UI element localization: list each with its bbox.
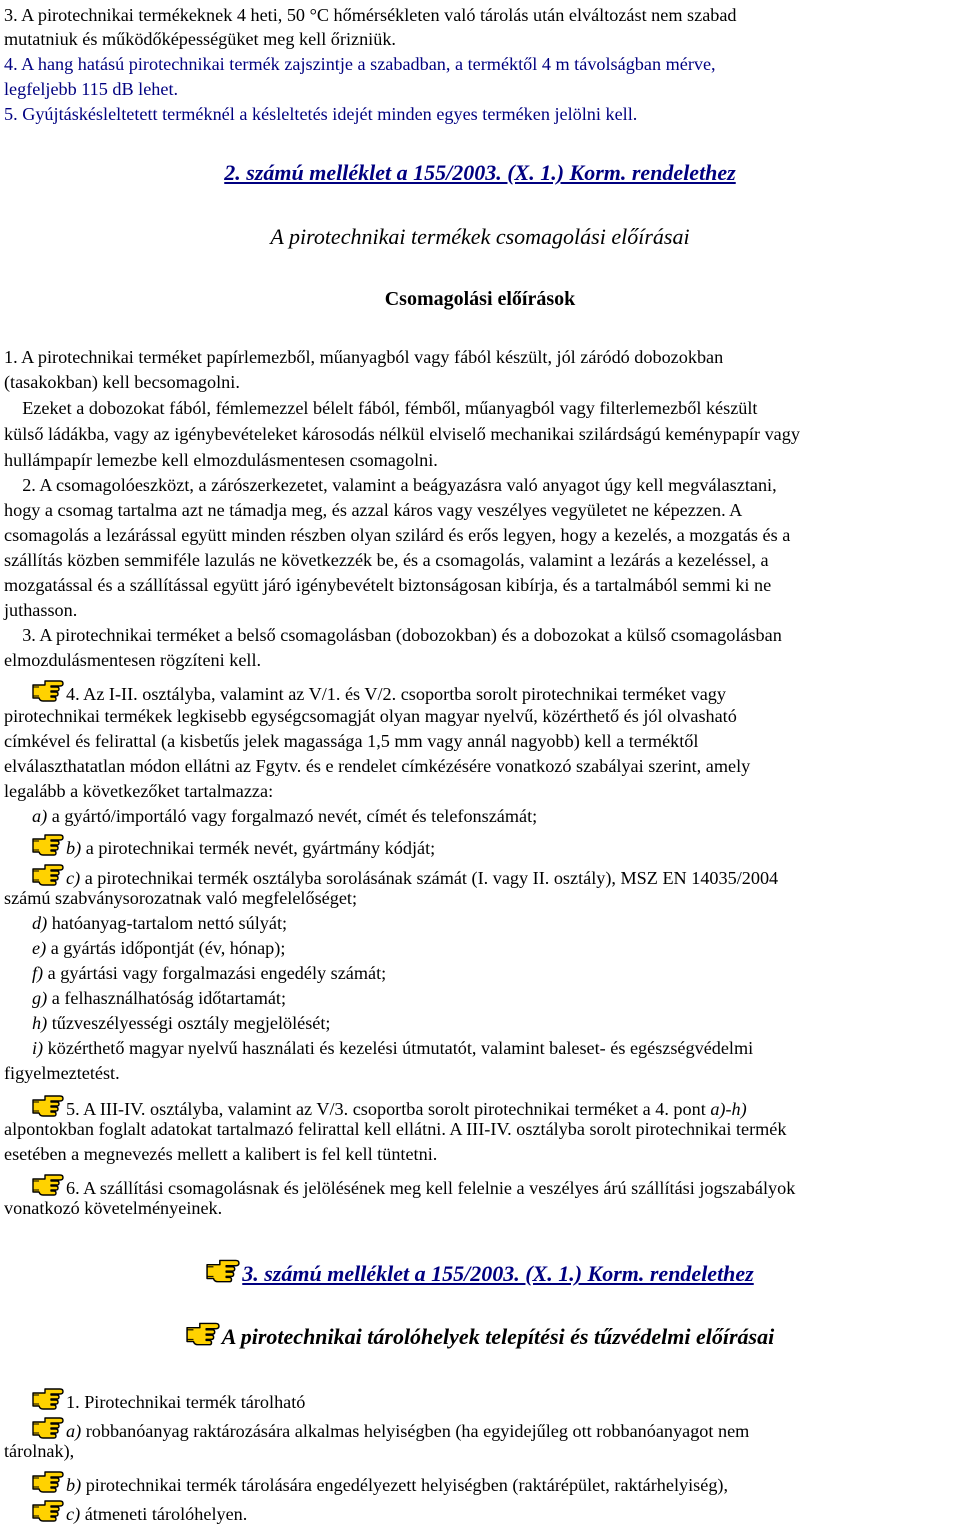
- item-text: a gyártó/importáló vagy forgalmazó nevét, címét és telefonszámát;: [47, 806, 538, 826]
- item-letter: h): [32, 1013, 48, 1033]
- item-text: közérthető magyar nyelvű használati és kezelési útmutatót, valamint baleset- és egészségvédelmi: [43, 1038, 754, 1058]
- list-item: [32, 1012, 330, 1034]
- item-letter: a): [66, 1421, 82, 1441]
- pointing-hand-icon[interactable]: [32, 1467, 64, 1495]
- text-line: elmozdulásmentesen rögzíteni kell.: [4, 650, 262, 670]
- item-text: átmeneti tárolóhelyen.: [80, 1504, 248, 1524]
- text-line: 4. A hang hatású pirotechnikai termék zajszintje a szabadban, a terméktől 4 m távolságban mérve,: [4, 54, 716, 74]
- pointing-hand-icon[interactable]: [186, 1318, 220, 1348]
- item-text: a gyártás időpontját (év, hónap);: [46, 938, 286, 958]
- item-letter: c): [66, 1504, 81, 1524]
- item-letter: a): [32, 806, 48, 826]
- item-text: a gyártási vagy forgalmazási engedély számát;: [43, 963, 387, 983]
- text-line: esetében a megnevezés mellett a kalibert is fel kell tüntetni.: [4, 1144, 438, 1164]
- list-item: [32, 962, 386, 984]
- item-6-line: [32, 1170, 795, 1199]
- pointing-hand-icon[interactable]: [32, 1413, 64, 1441]
- text-line: szállítás közben semmiféle lazulás ne következzék be, és a csomagolás, valamint a lezárás a kezeléssel, a: [4, 550, 769, 570]
- text-line: elválaszthatatlan módon ellátni az Fgytv. és e rendelet címkézésére vonatkozó szabályai szerint, amely: [4, 756, 751, 776]
- text-line: tárolnak),: [4, 1441, 75, 1461]
- text-line: vonatkozó követelményeinek.: [4, 1198, 223, 1218]
- list-item: [32, 1037, 753, 1059]
- item-text: a pirotechnikai termék osztályba sorolásának számát (I. vagy II. osztály), MSZ EN 14035/2004: [80, 868, 779, 888]
- text-line: legalább a következőket tartalmazza:: [4, 781, 274, 801]
- text-line: mozgatással és a szállítással együtt járó igénybevételt biztonságosan kibírja, és a tartalmából semmi ki ne: [4, 575, 772, 595]
- text-line: (tasakokban) kell becsomagolni.: [4, 372, 240, 392]
- storage-item: [32, 1384, 305, 1413]
- pointing-hand-icon[interactable]: [32, 1091, 64, 1119]
- section-heading: Csomagolási előírások: [384, 288, 576, 310]
- item-text: pirotechnikai termék tárolására engedélyezett helyiségben (raktárépület, raktárhelyiség),: [81, 1475, 729, 1495]
- text-line: legfeljebb 115 dB lehet.: [4, 79, 179, 99]
- text-line: külső ládákba, vagy az igénybevételeket károsodás nélkül elviselő mechanikai szilárdságú keménypapír vagy: [4, 424, 800, 444]
- pointing-hand-icon[interactable]: [32, 676, 64, 704]
- pointing-hand-icon[interactable]: [32, 830, 64, 858]
- list-item: [32, 987, 286, 1009]
- item-text: hatóanyag-tartalom nettó súlyát;: [47, 913, 288, 933]
- list-item: [32, 805, 537, 827]
- item-5-ref: a)-h): [710, 1099, 747, 1119]
- text-line: 3. A pirotechnikai terméket a belső csomagolásban (dobozokban) és a dobozokat a külső csomagolásban: [4, 625, 782, 645]
- item-6-text: 6. A szállítási csomagolásnak és jelölésének meg kell felelnie a veszélyes árú szállítási jogszabályok: [66, 1178, 796, 1198]
- storage-item: [32, 1467, 728, 1496]
- item-4-text: 4. Az I-II. osztályba, valamint az V/1. és V/2. csoportba sorolt pirotechnikai terméket vagy: [66, 684, 726, 704]
- text-line: hullámpapír lemezbe kell elmozdulásmentesen csomagolni.: [4, 450, 438, 470]
- annex-2-title[interactable]: 2. számú melléklet a 155/2003. (X. 1.) Korm. rendelethez: [224, 160, 736, 185]
- item-letter: g): [32, 988, 48, 1008]
- annex-3-title[interactable]: 3. számú melléklet a 155/2003. (X. 1.) Korm. rendelethez: [242, 1261, 754, 1286]
- annex-3-subtitle-row: [0, 1318, 960, 1350]
- item-letter: b): [66, 838, 82, 858]
- storage-item: [32, 1496, 247, 1525]
- text-line: Ezeket a dobozokat fából, fémlemezzel bélelt fából, fémből, műanyagból vagy filterlemezből készült: [4, 398, 758, 418]
- text-line: figyelmeztetést.: [4, 1063, 120, 1083]
- text-line: hogy a csomag tartalma azt ne támadja meg, és azzal káros vagy veszélyes vegyületet ne képezzen. A: [4, 500, 743, 520]
- pointing-hand-icon[interactable]: [206, 1255, 240, 1285]
- annex-3-title-row: [0, 1255, 960, 1287]
- annex-2-subtitle: A pirotechnikai termékek csomagolási előírásai: [270, 224, 690, 249]
- text-line: 1. A pirotechnikai terméket papírlemezből, műanyagból vagy fából készült, jól záródó dobozokban: [4, 347, 724, 367]
- item-text: a pirotechnikai termék nevét, gyártmány kódját;: [81, 838, 436, 858]
- annex-3-subtitle: A pirotechnikai tárolóhelyek telepítési és tűzvédelmi előírásai: [221, 1324, 775, 1349]
- list-item: [32, 912, 287, 934]
- text-line: 2. A csomagolóeszközt, a zárószerkezetet, valamint a beágyazásra való anyagot úgy kell megválasztani,: [4, 475, 777, 495]
- text-line: pirotechnikai termékek legkisebb egységcsomagját olyan magyar nyelvű, közérthető és jól olvasható: [4, 706, 737, 726]
- item-text: tűzveszélyességi osztály megjelölését;: [47, 1013, 331, 1033]
- text-line: 5. Gyújtáskésleltetett terméknél a késleltetés idejét minden egyes terméken jelölni kell.: [4, 104, 638, 124]
- storage-text: 1. Pirotechnikai termék tárolható: [66, 1392, 306, 1412]
- storage-item: [32, 1413, 749, 1442]
- text-line: alpontokban foglalt adatokat tartalmazó felirattal kell ellátni. A III-IV. osztályba sorolt pirotechnikai termék: [4, 1119, 787, 1139]
- pointing-hand-icon[interactable]: [32, 1384, 64, 1412]
- item-5-line: [32, 1091, 747, 1120]
- pointing-hand-icon[interactable]: [32, 1170, 64, 1198]
- pointing-hand-icon[interactable]: [32, 860, 64, 888]
- item-letter: e): [32, 938, 47, 958]
- text-line: 3. A pirotechnikai termékeknek 4 heti, 50 °C hőmérsékleten való tárolás után elváltozást nem szabad: [4, 5, 737, 25]
- pointing-hand-icon[interactable]: [32, 1496, 64, 1524]
- text-line: számú szabványsorozatnak való megfelelőséget;: [4, 888, 358, 908]
- list-item: [32, 937, 285, 959]
- text-line: csomagolás a lezárással együtt minden részben olyan szilárd és erős legyen, hogy a kezelés, a mozgatás és a: [4, 525, 791, 545]
- item-5-text: 5. A III-IV. osztályba, valamint az V/3. csoportba sorolt pirotechnikai terméket a 4. pont: [66, 1099, 711, 1119]
- item-letter: i): [32, 1038, 44, 1058]
- text-line: juthasson.: [4, 600, 78, 620]
- item-text: a felhasználhatóság időtartamát;: [47, 988, 287, 1008]
- item-letter: f): [32, 963, 44, 983]
- list-item: [32, 830, 435, 859]
- item-letter: b): [66, 1475, 82, 1495]
- item-letter: d): [32, 913, 48, 933]
- text-line: címkével és felirattal (a kisbetűs jelek magassága 1,5 mm vagy annál nagyobb) kell a terméktől: [4, 731, 699, 751]
- text-line: mutatniuk és működőképességüket meg kell őrizniük.: [4, 29, 396, 49]
- list-item: [32, 860, 778, 889]
- item-4-line: [32, 676, 726, 705]
- item-letter: c): [66, 868, 81, 888]
- item-text: robbanóanyag raktározására alkalmas helyiségben (ha egyidejűleg ott robbanóanyagot nem: [81, 1421, 750, 1441]
